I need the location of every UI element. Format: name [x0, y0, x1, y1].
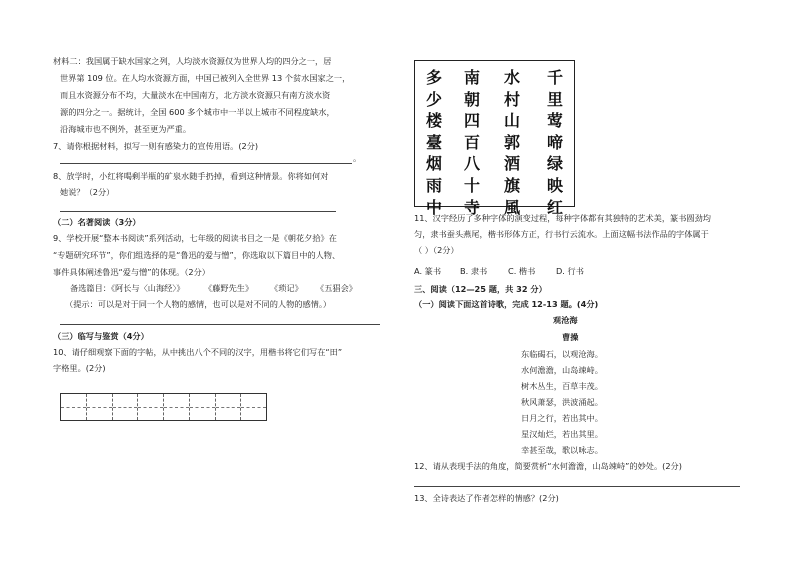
calligraphy-char: 朝: [463, 89, 480, 109]
q11-option-a[interactable]: A. 篆书: [414, 266, 442, 276]
poem-title: 观沧海: [553, 315, 578, 325]
q11-option-c[interactable]: C. 楷书: [508, 266, 536, 276]
calligraphy-char: 旗: [503, 175, 520, 195]
calligraphy-sample: [414, 60, 575, 217]
calligraphy-char: 四: [463, 111, 480, 131]
part-3-subheading: （一）阅读下面这首诗歌，完成 12-13 题。(4分): [414, 299, 599, 309]
poem-line: 星汉灿烂，若出其里。: [521, 429, 603, 439]
q11-option-d[interactable]: D. 行书: [556, 266, 584, 276]
question-9-line-1: 9、学校开展“整本书阅读”系列活动，七年级的阅读书目之一是《朝花夕拾》在: [53, 233, 337, 243]
calligraphy-char: 雨: [425, 175, 442, 195]
question-7: 7、请你根据材料，拟写一则有感染力的宣传用语。(2分): [53, 141, 259, 151]
tian-cell[interactable]: [241, 394, 266, 420]
question-10-line-1: 10、请仔细观察下面的字帖，从中挑出八个不同的汉字，用楷书将它们写在“田”: [53, 347, 343, 357]
calligraphy-column-1: [544, 67, 566, 218]
poem-line: 东临碣石，以观沧海。: [521, 349, 603, 359]
section-3-heading: （三）临写与鉴赏（4分）: [53, 331, 149, 341]
calligraphy-char: 映: [546, 175, 563, 195]
calligraphy-char: 绿: [546, 154, 563, 174]
question-12: 12、请从表现手法的角度，简要赏析“水何澹澹，山岛竦峙”的妙处。(2分): [414, 461, 682, 471]
tian-cell[interactable]: [190, 394, 216, 420]
calligraphy-char: 山: [503, 111, 520, 131]
question-11-line-3: （ ）（2分）: [414, 245, 459, 255]
q9-option-4: 《五猖会》: [316, 283, 357, 293]
poem-line: 树木丛生，百草丰茂。: [521, 381, 603, 391]
calligraphy-char: 臺: [425, 132, 442, 152]
part-3-heading: 三、阅读（12—25 题，共 32 分）: [414, 284, 547, 294]
tian-cell[interactable]: [164, 394, 190, 420]
question-9-line-2: “专题研究环节”，你们组选择的是“鲁迅的爱与憎”，你选取以下篇目中的人物、: [53, 250, 341, 260]
calligraphy-char: 寺: [463, 197, 480, 217]
calligraphy-char: 啼: [546, 132, 563, 152]
tian-cell[interactable]: [138, 394, 164, 420]
calligraphy-char: 中: [425, 197, 442, 217]
calligraphy-char: 千: [546, 68, 563, 87]
calligraphy-char: 楼: [425, 111, 442, 131]
answer-line-q8[interactable]: [60, 211, 336, 212]
tian-cell[interactable]: [113, 394, 139, 420]
tian-cell[interactable]: [87, 394, 113, 420]
calligraphy-char: 少: [425, 89, 442, 109]
calligraphy-char: 風: [503, 197, 520, 217]
poem-line: 秋风萧瑟，洪波涌起。: [521, 397, 603, 407]
q11-option-b[interactable]: B. 隶书: [460, 266, 488, 276]
answer-line-q7-period: 。: [353, 153, 362, 163]
calligraphy-char: 八: [463, 154, 480, 174]
calligraphy-char: 红: [546, 197, 563, 217]
poem-author: 曹操: [562, 332, 579, 342]
question-8-line-2: 她说？（2分）: [60, 187, 115, 197]
poem-line: 日月之行，若出其中。: [521, 413, 603, 423]
material2-line-4: 源的四分之一。据统计，全国 600 多个城市中一半以上城市不同程度缺水，: [60, 107, 335, 117]
tian-cell[interactable]: [216, 394, 242, 420]
question-11-line-1: 11、汉字经历了多种字体的演变过程，每种字体都有其独特的艺术美，篆书圆劲均: [414, 213, 711, 223]
answer-line-q9[interactable]: [60, 324, 380, 325]
tian-cell[interactable]: [61, 394, 87, 420]
calligraphy-char: 酒: [503, 154, 520, 174]
question-11-line-2: 匀，隶书蚕头燕尾，楷书形体方正，行书行云流水。上面这幅书法作品的字体属于: [414, 229, 709, 239]
tian-grid[interactable]: [60, 393, 267, 421]
calligraphy-char: 十: [463, 175, 480, 195]
q9-option-1: 备选篇目：《阿长与〈山海经〉》: [70, 283, 185, 293]
q9-option-2: 《藤野先生》: [204, 283, 254, 293]
poem-line: 水何澹澹，山岛竦峙。: [521, 365, 603, 375]
calligraphy-char: 烟: [425, 154, 442, 174]
material2-line-3: 而且水资源分布不均，大量淡水在中国南方，北方淡水资源只有南方淡水资: [60, 90, 331, 100]
calligraphy-char: 里: [546, 89, 563, 109]
question-13: 13、全诗表达了作者怎样的情感？(2分): [414, 493, 559, 503]
calligraphy-column-4: [423, 67, 445, 218]
answer-line-q7[interactable]: [60, 163, 352, 164]
section-2-heading: （二）名著阅读（3分）: [53, 217, 141, 227]
material2-line-1: 材料二：我国属于缺水国家之列，人均淡水资源仅为世界人均的四分之一，居: [53, 56, 332, 66]
q9-option-3: 《琐记》: [270, 283, 303, 293]
question-9-line-3: 事件具体阐述鲁迅“爱与憎”的体现。（2分）: [53, 267, 210, 277]
question-8-line-1: 8、放学时，小红将喝剩半瓶的矿泉水随手扔掉，看到这种情景。你将如何对: [53, 171, 329, 181]
poem-line: 幸甚至哉，歌以咏志。: [521, 445, 603, 455]
calligraphy-char: 多: [425, 68, 442, 87]
calligraphy-char: 郭: [503, 132, 520, 152]
calligraphy-char: 百: [463, 132, 480, 152]
material2-line-2: 世界第 109 位。在人均水资源方面，中国已被列入全世界 13 个贫水国家之一，: [60, 73, 351, 83]
question-10-line-2: 字格里。(2分): [53, 363, 106, 373]
q9-hint: （提示：可以是对于同一个人物的感情，也可以是对不同的人物的感情。）: [65, 299, 332, 309]
answer-line-q12[interactable]: [414, 486, 740, 487]
calligraphy-char: 南: [463, 68, 480, 87]
calligraphy-char: 莺: [546, 111, 563, 131]
material2-line-5: 沿海城市也不例外，甚至更为严重。: [60, 124, 192, 134]
calligraphy-column-3: [461, 67, 483, 218]
calligraphy-char: 村: [503, 89, 520, 109]
calligraphy-char: 水: [503, 68, 520, 87]
calligraphy-column-2: [501, 67, 523, 218]
